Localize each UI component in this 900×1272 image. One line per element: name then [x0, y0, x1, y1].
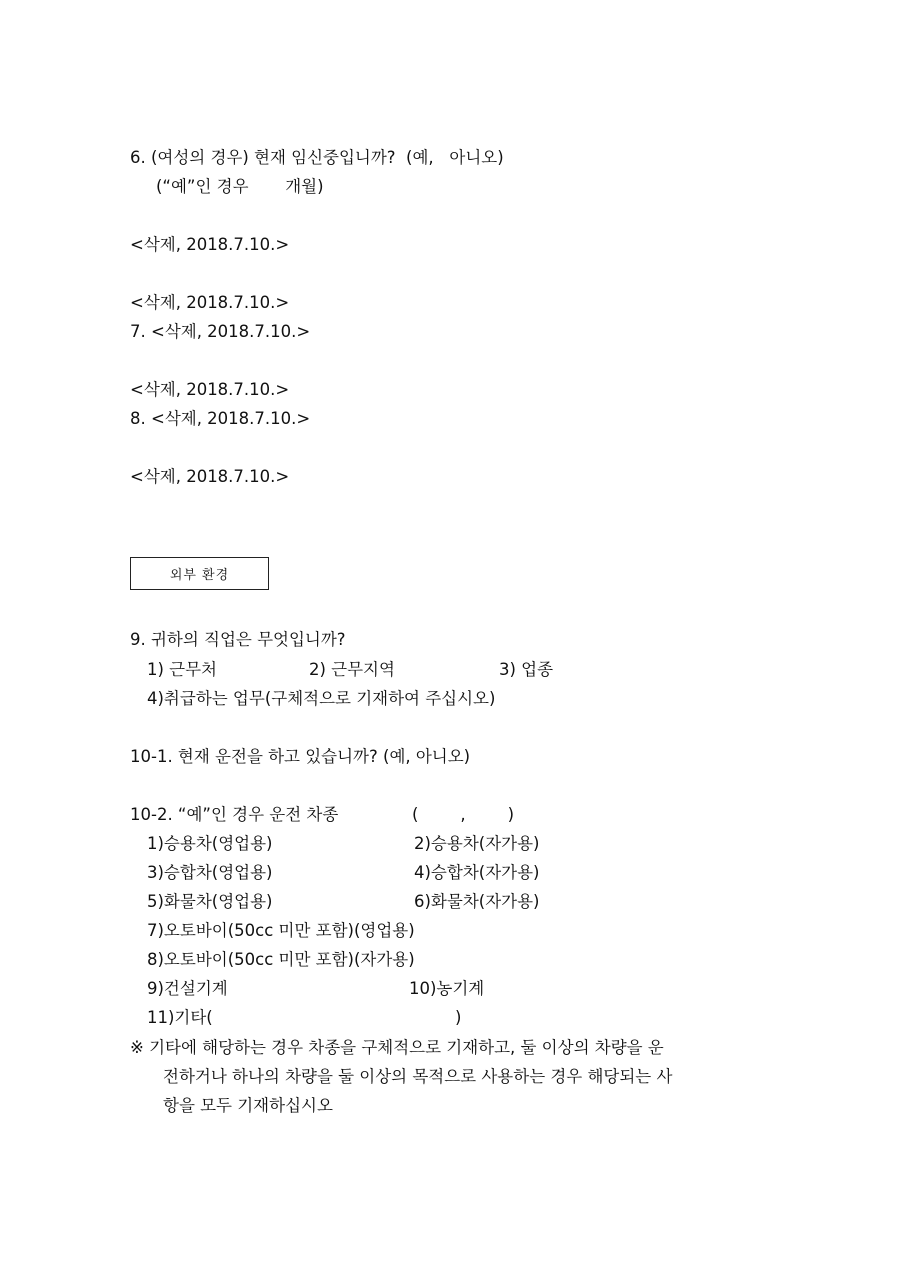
question-9-option: 2) 근무지역: [309, 660, 395, 679]
question-6-subtext: (“예”인 경우 개월): [156, 177, 324, 196]
vehicle-option: 7)오토바이(50cc 미만 포함)(영업용): [147, 921, 415, 940]
deleted-note: <삭제, 2018.7.10.>: [130, 293, 290, 312]
note-line: 전하거나 하나의 차량을 둘 이상의 목적으로 사용하는 경우 해당되는 사: [163, 1067, 673, 1086]
vehicle-option: 8)오토바이(50cc 미만 포함)(자가용): [147, 950, 415, 969]
question-6-text: 6. (여성의 경우) 현재 임신중입니까? (예, 아니오): [130, 148, 504, 167]
vehicle-option-other-close: ): [455, 1008, 462, 1027]
question-9-option: 3) 업종: [499, 660, 554, 679]
note-line: 항을 모두 기재하십시오: [163, 1096, 333, 1115]
deleted-note: <삭제, 2018.7.10.>: [130, 380, 290, 399]
deleted-note: <삭제, 2018.7.10.>: [130, 235, 290, 254]
question-7-deleted: 7. <삭제, 2018.7.10.>: [130, 322, 311, 341]
vehicle-option: 5)화물차(영업용): [147, 892, 273, 911]
vehicle-option: 4)승합차(자가용): [414, 863, 540, 882]
vehicle-option: 6)화물차(자가용): [414, 892, 540, 911]
question-9-option: 1) 근무처: [147, 660, 217, 679]
deleted-note: <삭제, 2018.7.10.>: [130, 467, 290, 486]
vehicle-option: 1)승용차(영업용): [147, 834, 273, 853]
question-10-1-text: 10-1. 현재 운전을 하고 있습니까? (예, 아니오): [130, 747, 471, 766]
note-line: ※ 기타에 해당하는 경우 차종을 구체적으로 기재하고, 둘 이상의 차량을 운: [130, 1038, 664, 1057]
section-heading-label: 외부 환경: [169, 568, 230, 583]
vehicle-option: 9)건설기계: [147, 979, 228, 998]
question-10-2-title: 10-2. “예”인 경우 운전 차종: [130, 805, 339, 824]
vehicle-option-other: 11)기타(: [147, 1008, 213, 1027]
vehicle-option: 10)농기계: [409, 979, 485, 998]
section-heading-box: [130, 557, 269, 590]
question-9-title: 9. 귀하의 직업은 무엇입니까?: [130, 630, 346, 649]
question-8-deleted: 8. <삭제, 2018.7.10.>: [130, 409, 311, 428]
question-9-option: 4)취급하는 업무(구체적으로 기재하여 주십시오): [147, 689, 496, 708]
vehicle-option: 2)승용차(자가용): [414, 834, 540, 853]
question-10-2-blank: ( , ): [412, 805, 515, 824]
vehicle-option: 3)승합차(영업용): [147, 863, 273, 882]
